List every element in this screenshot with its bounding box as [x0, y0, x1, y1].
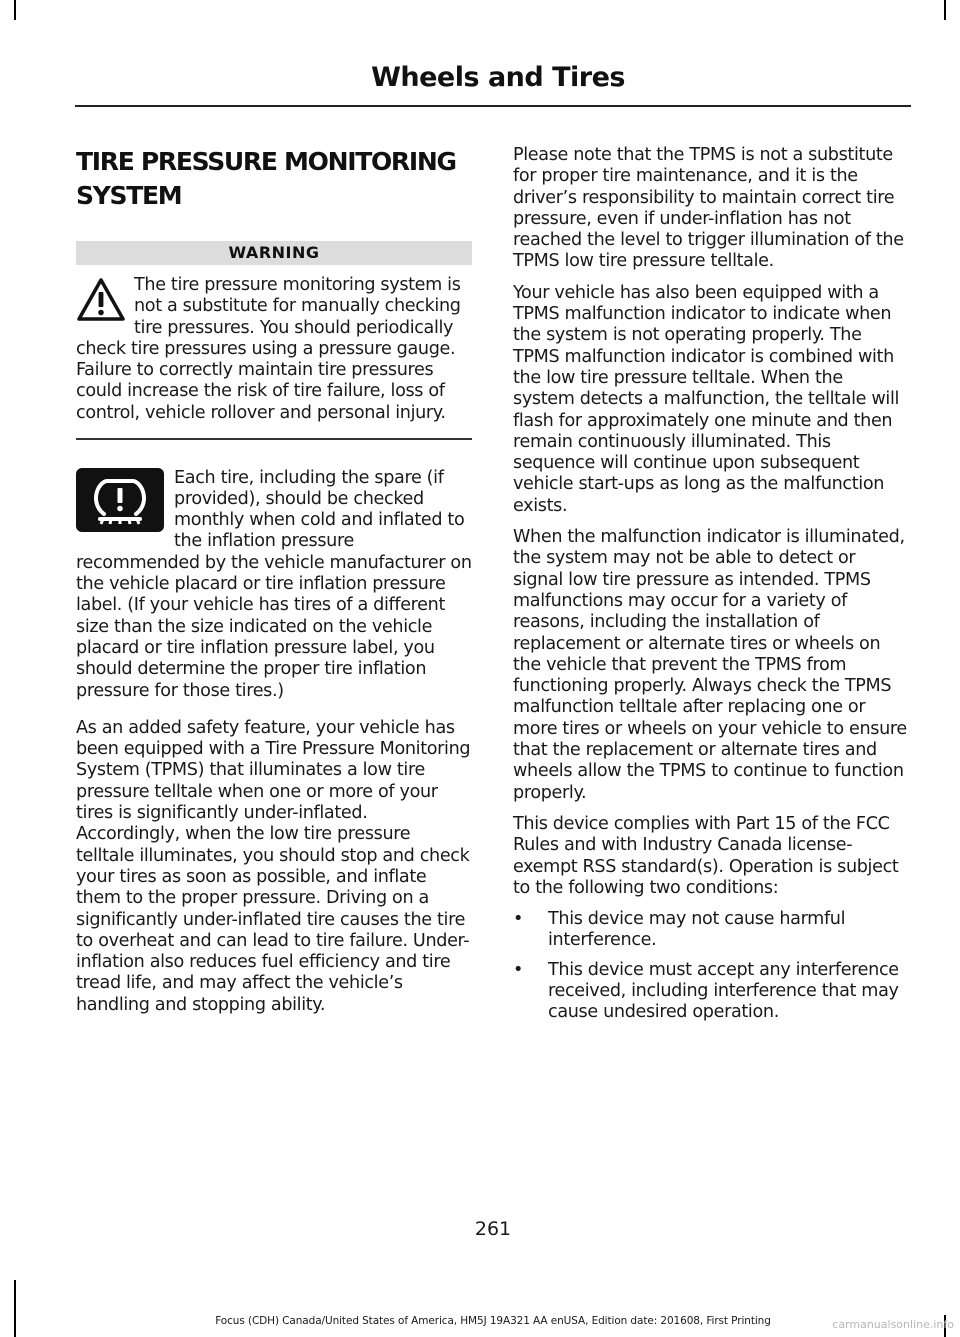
bullet-marker: •	[513, 909, 524, 930]
list-item-text: This device may not cause harmful interference.	[548, 909, 846, 951]
section-title	[76, 145, 472, 213]
tpms-warning-icon	[76, 468, 164, 536]
list-item	[513, 909, 909, 952]
left-paragraph: As an added safety feature, your vehicle has been equipped with a Tire Pressure Monitoring System (TPMS) that illuminates a low tire pressure telltale when one or more of your tires is significantly under-inflated. Accordingly, when the low tire pressure telltale illuminates, you should stop and check your tires as soon as possible, and inflate them to the proper pressure. Driving on a significantly under-inflated tire causes the tire to overheat and can lead to tire failure. Under-inflation also reduces fuel efficiency and tire tread life, and may affect the vehicle’s handling and stopping ability.	[76, 717, 471, 1015]
right-paragraph: This device complies with Part 15 of the FCC Rules and with Industry Canada license-exempt RSS standard(s). Operation is subject to the following two conditions:	[513, 813, 899, 898]
warning-label: WARNING	[76, 241, 472, 265]
warning-triangle-icon	[76, 277, 126, 327]
list-item	[513, 960, 909, 1024]
right-paragraph: When the malfunction indicator is illuminated, the system may not be able to detect or signal low tire pressure as intended. TPMS malfunctions may occur for a variety of reasons, including the installation of replacement or alternate tires or wheels on the vehicle that prevent the TPMS from functioning properly. Always check the TPMS malfunction telltale after replacing one or more tires or wheels on your vehicle to ensure that the replacement or alternate tires and wheels allow the TPMS to continue to function properly.	[513, 527, 907, 803]
crop-mark-bottom-left	[14, 1280, 16, 1337]
left-column	[76, 145, 472, 1026]
tpms-note-text: Each tire, including the spare (if provided), should be checked monthly when cold and inflated to the inflation pressure recommended by the vehicle manufacturer on the vehicle placard or tire inflation pressure label. (If your vehicle has tires of a different size than the size indicated on the vehicle placard or tire inflation pressure label, you should determine the proper tire inflation pressure for those tires.)	[76, 467, 472, 701]
list-item-text: This device must accept any interference received, including interference that may cause undesired operation.	[548, 959, 899, 1023]
section-title-line2: SYSTEM	[76, 181, 182, 210]
warning-block	[76, 275, 472, 424]
section-title-line1: TIRE PRESSURE MONITORING	[76, 147, 456, 176]
tpms-note-block	[76, 468, 472, 702]
right-paragraph: Your vehicle has also been equipped with a TPMS malfunction indicator to indicate when the system is not operating properly. The TPMS malfunction indicator is combined with the low tire pressure telltale. When the system detects a malfunction, the telltale will flash for approximately one minute and then remain continuously illuminated. This sequence will continue upon subsequent vehicle start-ups as long as the malfunction exists.	[513, 282, 900, 516]
condition-list	[513, 909, 909, 1023]
bullet-marker: •	[513, 959, 524, 980]
right-paragraph: Please note that the TPMS is not a substitute for proper tire maintenance, and it is the driver’s responsibility to maintain correct tire pressure, even if under-inflation has not reached the level to trigger illumination of the TPMS low tire pressure telltale.	[513, 145, 904, 272]
header-rule	[75, 105, 911, 107]
right-column	[513, 145, 909, 1032]
warning-text: The tire pressure monitoring system is not a substitute for manually checking tire pressures. You should periodically check tire pressures using a pressure gauge. Failure to correctly maintain tire pressures could increase the risk of tire failure, loss of control, vehicle rollover and personal injury.	[76, 275, 461, 423]
crop-mark-top-right	[944, 0, 946, 20]
footer-edition-info: Focus (CDH) Canada/United States of America, HM5J 19A321 AA enUSA, Edition date: 201608, First Printing	[215, 1315, 771, 1327]
watermark: carmanualsonline.info	[832, 1318, 954, 1331]
crop-mark-top-left	[14, 0, 16, 20]
warning-divider	[76, 438, 472, 440]
page-number: 261	[474, 1218, 512, 1240]
chapter-title: Wheels and Tires	[371, 62, 625, 93]
